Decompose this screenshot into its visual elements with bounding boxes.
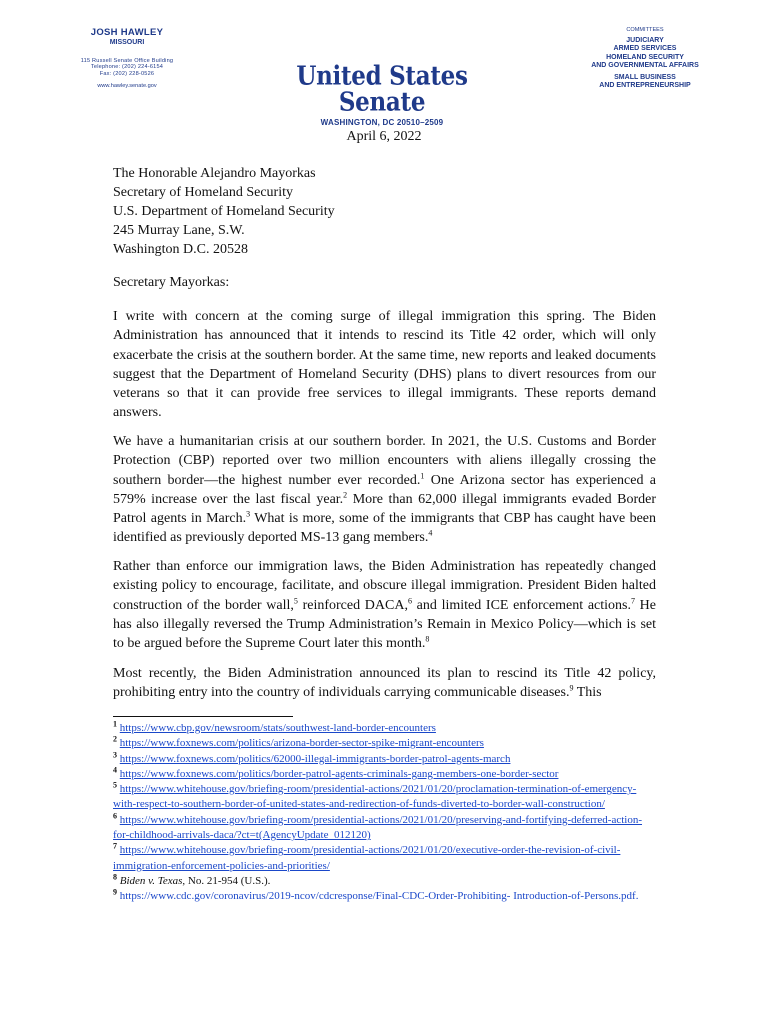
- address-line: Secretary of Homeland Security: [113, 185, 293, 200]
- office-website: www.hawley.senate.gov: [97, 83, 157, 90]
- footnote-9: [113, 889, 658, 904]
- footnote-7: [113, 843, 658, 874]
- footnote-number: 2: [113, 734, 117, 744]
- footnote-number: 6: [113, 811, 117, 821]
- committee-item: JUDICIARY: [626, 37, 664, 45]
- senate-title: United States Senate: [296, 61, 468, 117]
- footnote-number: 8: [113, 872, 117, 882]
- footnote-number: 9: [113, 887, 117, 897]
- address-line: U.S. Department of Homeland Security: [113, 204, 335, 219]
- footnote-ref: 7: [630, 595, 635, 605]
- address-line: Washington D.C. 20528: [113, 242, 248, 257]
- paragraph-4: [113, 664, 656, 703]
- committee-item: SMALL BUSINESS: [614, 73, 676, 81]
- paragraph-3: [113, 557, 656, 653]
- text-run: This: [573, 685, 602, 701]
- footnote-ref: 6: [407, 595, 412, 605]
- footnote-ref: 2: [343, 490, 348, 500]
- text-run: One Arizona sector has experienced a 579% increase over the last fiscal year.: [113, 472, 656, 507]
- footnote-5: [113, 782, 658, 813]
- footnote-link[interactable]: https://www.whitehouse.gov/briefing-room/presidential-actions/2021/01/20/proclamation-termination-of-emergency-with-respect-to-southern-border-of-united-states-and-redirection-of-funds-diverted-to-border-wall-construction/: [113, 783, 637, 811]
- footnote-link[interactable]: https://www.cbp.gov/newsroom/stats/southwest-land-border-encounters: [119, 722, 436, 734]
- footnote-divider: [113, 716, 293, 717]
- footnote-link[interactable]: https://www.whitehouse.gov/briefing-room/presidential-actions/2021/01/20/executive-order-the-revision-of-civil-immigration-enforcement-policies-and-priorities/: [113, 844, 621, 872]
- salutation: Secretary Mayorkas:: [113, 275, 230, 290]
- footnote-ref: 1: [420, 470, 425, 480]
- footnote-ref: 8: [425, 634, 430, 644]
- footnote-4: [113, 767, 658, 782]
- footnote-8: [113, 874, 658, 889]
- senate-masthead: [272, 61, 492, 127]
- committee-item: AND GOVERNMENTAL AFFAIRS: [591, 61, 699, 69]
- text-run: reinforced DACA,: [297, 597, 408, 613]
- text-run: Rather than enforce our immigration laws, the Biden Administration has repeatedly changed existing policy to encourage, facilitate, and obscure illegal immigration. President Biden halted construction of the border wall,: [113, 559, 656, 613]
- footnote-text: , No. 21-954 (U.S.).: [182, 874, 271, 887]
- footnote-1: [113, 721, 658, 736]
- office-telephone: Telephone: (202) 224-6154: [90, 64, 164, 71]
- text-run: He has also illegally reversed the Trump Administration’s Remain in Mexico Policy—which is set to be argued before the Supreme Court later this month.: [113, 597, 657, 652]
- footnote-ref: 5: [293, 595, 298, 605]
- office-fax: Fax: (202) 228-0526: [99, 70, 155, 77]
- footnote-ref: 4: [428, 528, 433, 538]
- footnote-6: [113, 813, 658, 844]
- footnote-link[interactable]: https://www.cdc.gov/coronavirus/2019-ncov/cdcresponse/Final-CDC-Order-Prohibiting- Introduction-of-Persons.pdf.: [119, 890, 639, 903]
- address-line: 245 Murray Lane, S.W.: [113, 223, 245, 238]
- text-run: What is more, some of the immigrants that CBP has caught have been identified as previously deported MS-13 gang members.: [113, 511, 656, 546]
- senator-state: MISSOURI: [109, 38, 145, 46]
- senate-city: WASHINGTON, DC 20510–2509: [320, 118, 444, 127]
- footnotes: [113, 721, 658, 905]
- committees-heading: COMMITTEES: [626, 27, 664, 33]
- paragraph-2: [113, 432, 656, 548]
- footnote-link[interactable]: https://www.foxnews.com/politics/border-patrol-agents-criminals-gang-members-one-border-sector: [119, 767, 559, 780]
- footnote-link[interactable]: https://www.whitehouse.gov/briefing-room/presidential-actions/2021/01/20/preserving-and-fortifying-deferred-action-for-childhood-arrivals-daca/?ct=t(AgencyUpdate_012120): [113, 813, 643, 842]
- footnote-number: 3: [113, 749, 117, 759]
- paragraph-1: I write with concern at the coming surge of illegal immigration this spring. The Biden Administration has announced that it intends to rescind its Title 42 order, which will only exacerbate the crisis at the southern border. At the same time, new reports and leaked documents suggest that the Department of Homeland Security (DHS) plans to divert resources from our veterans so that it can provide free services to illegal immigrants. These reports demand answers.: [113, 309, 656, 421]
- letter-date: April 6, 2022: [346, 129, 422, 144]
- footnote-link[interactable]: https://www.foxnews.com/politics/arizona-border-sector-spike-migrant-encounters: [119, 737, 484, 750]
- senator-info-block: [52, 28, 202, 90]
- footnote-number: 1: [113, 719, 117, 729]
- footnote-ref: 3: [246, 509, 251, 519]
- text-run: More than 62,000 illegal immigrants evaded Border Patrol agents in March.: [113, 491, 656, 527]
- footnote-ref: 9: [569, 683, 574, 693]
- address-line: The Honorable Alejandro Mayorkas: [113, 166, 316, 181]
- footnote-3: [113, 749, 658, 767]
- footnote-number: 5: [113, 780, 117, 790]
- office-address: 115 Russell Senate Office Building: [80, 57, 174, 64]
- recipient-address: [113, 164, 335, 259]
- case-name: Biden v. Texas: [119, 874, 183, 887]
- footnote-2: [113, 736, 658, 751]
- committee-item: ARMED SERVICES: [613, 45, 677, 53]
- text-run: and limited ICE enforcement actions.: [411, 597, 631, 613]
- footnote-number: 4: [113, 765, 117, 775]
- committee-item: HOMELAND SECURITY: [606, 53, 684, 61]
- footnote-number: 7: [113, 841, 117, 851]
- text-run: Most recently, the Biden Administration announced its plan to rescind its Title 42 policy, prohibiting entry into the country of individuals carrying communicable diseases.: [113, 666, 656, 701]
- committee-item: AND ENTREPRENEURSHIP: [599, 81, 691, 89]
- senator-name: JOSH HAWLEY: [90, 27, 164, 38]
- footnote-link[interactable]: https://www.foxnews.com/politics/62000-illegal-immigrants-border-patrol-agents-march: [119, 752, 511, 765]
- text-run: We have a humanitarian crisis at our southern border. In 2021, the U.S. Customs and Border Protection (CBP) reported over two million encounters with aliens illegally crossing the southern border—the highest number ever recorded.: [113, 434, 656, 488]
- committees-block: [575, 27, 715, 90]
